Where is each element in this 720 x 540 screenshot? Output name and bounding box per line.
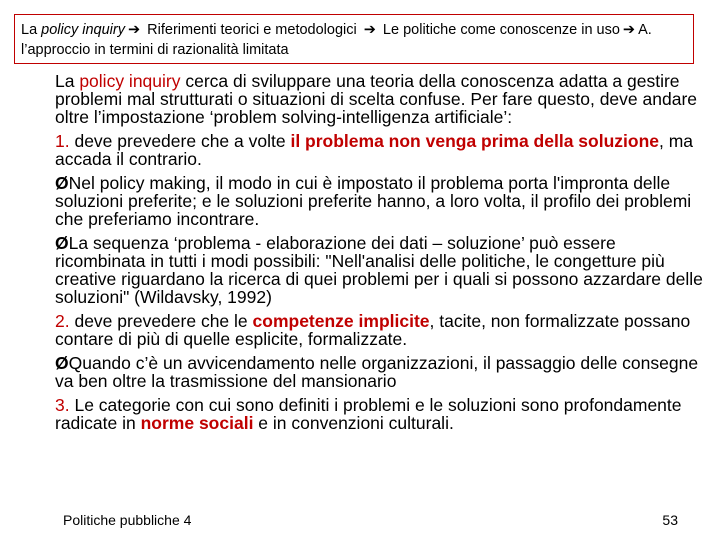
page-number: 53: [662, 512, 678, 528]
point-highlight: il problema non venga prima della soluzione: [290, 131, 659, 151]
arrow-right-icon: ➔: [363, 22, 376, 38]
point-highlight: competenze implicite: [252, 311, 430, 331]
point-text: deve prevedere che le: [69, 311, 253, 331]
point-3: [55, 396, 705, 432]
footer-course-title: Politiche pubbliche 4: [63, 512, 192, 528]
point-text: deve prevedere che a volte: [69, 131, 291, 151]
bullet-text: La sequenza ‘problema - elaborazione dei dati – soluzione’ può essere ricombinata in tutti i modi possibili: "Nell'analisi delle politiche, le congetture più creative riguardano la ricerca di quei problemi per i quali si possono azzardare delle soluzioni" (Wildavsky, 1992): [55, 233, 703, 307]
point-number: 1.: [55, 131, 70, 151]
point-number: 3.: [55, 395, 70, 415]
point-text: e in convenzioni culturali.: [253, 413, 454, 433]
intro-paragraph: [55, 72, 705, 126]
bullet-text: Nel policy making, il modo in cui è impostato il problema porta l'impronta delle soluzioni preferite; e le soluzioni preferite hanno, a loro volta, il profilo dei problemi che preferiamo incontrare.: [55, 173, 692, 229]
arrow-right-icon: ➔: [622, 22, 636, 38]
header-policy-inquiry: policy inquiry: [41, 22, 125, 38]
point-text: Le categorie con cui sono definiti i problemi e le soluzioni sono profondamente radicate in: [55, 395, 682, 433]
intro-text: La: [55, 71, 80, 91]
bullet-2: [55, 234, 705, 306]
bullet-3: [55, 354, 705, 390]
point-highlight: norme sociali: [140, 413, 254, 433]
bullet-text: Quando c’è un avvicendamento nelle organizzazioni, il passaggio delle consegne va ben oltre la trasmissione del mansionario: [55, 353, 699, 391]
arrow-bullet-icon: Ø: [55, 353, 69, 373]
header-text: A. l’approccio in termini di razionalità limitata: [21, 22, 652, 58]
arrow-bullet-icon: Ø: [55, 233, 69, 253]
point-text: , tacite, non formalizzate possano contare di più di quelle esplicite, formalizzate.: [55, 311, 691, 349]
point-number: 2.: [55, 311, 70, 331]
header-text: La: [21, 22, 42, 38]
slide-header: [14, 14, 694, 64]
intro-policy-inquiry: policy inquiry: [79, 71, 181, 91]
arrow-right-icon: ➔: [128, 22, 141, 38]
arrow-bullet-icon: Ø: [55, 173, 69, 193]
point-1: [55, 132, 705, 168]
header-text: Le politiche come conoscenze in uso: [378, 22, 620, 38]
point-2: [55, 312, 705, 348]
slide-body: [55, 72, 705, 438]
intro-text: cerca di sviluppare una teoria della conoscenza adatta a gestire problemi mal strutturati o situazioni di scelta confuse. Per fare questo, deve andare oltre l’impostazione ‘problem solving-intelligenza artificiale’:: [55, 71, 698, 127]
bullet-1: [55, 174, 705, 228]
point-text: , ma accada il contrario.: [55, 131, 694, 169]
header-text: Riferimenti teorici e metodologici: [143, 22, 361, 38]
